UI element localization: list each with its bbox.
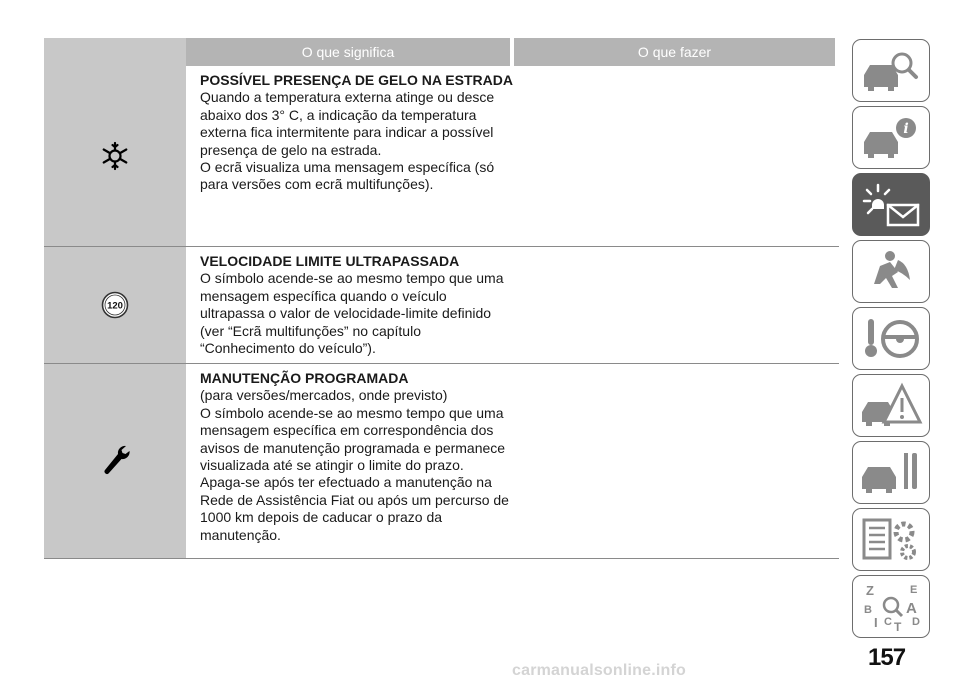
car-search-icon (858, 45, 924, 97)
alphabet-index-icon (858, 581, 924, 633)
row-body: Quando a temperatura externa atinge ou desce abaixo dos 3° C, a indicação da temperatura externa fica intermitente para indicar a possível presença de gelo na estrada. O ecrã visualiza uma mensagem específica (só para versões com ecrã multifunções). (200, 89, 495, 193)
header-icon-column (44, 38, 186, 66)
row-title: POSSÍVEL PRESENÇA DE GELO NA ESTRADA (200, 72, 513, 88)
car-crash-warning-icon (858, 380, 924, 432)
car-tools-icon (858, 447, 924, 499)
car-info-icon (858, 112, 924, 164)
seat-airbag-icon (858, 246, 924, 298)
svg-text:T: T (894, 619, 902, 633)
tab-knowing-vehicle[interactable] (852, 39, 930, 102)
svg-text:D: D (912, 615, 920, 628)
row-icon-cell (44, 66, 186, 246)
svg-text:E: E (910, 583, 918, 596)
table-row (44, 364, 839, 559)
chapter-tabs (852, 39, 930, 642)
tab-starting-driving[interactable] (852, 307, 930, 370)
specs-gears-icon (858, 514, 924, 566)
svg-text:B: B (864, 603, 872, 616)
row-body: O símbolo acende-se ao mesmo tempo que uma mensagem específica quando o veículo ultrapassa o valor de velocidade-limite definido (ver “Ecrã multifunções” no capítulo “Conhecimento do veículo”). (200, 270, 504, 357)
row-body: (para versões/mercados, onde previsto) O símbolo acende-se ao mesmo tempo que uma mensagem específica em correspondência dos avisos de manutenção programada e permanece visualizada até se atingir o limite do prazo. Apaga-se após ter efectuado a manutenção na Rede de Assistência Fiat ou após um percurso de 1000 km depois de caducar o prazo da manutenção. (200, 387, 509, 543)
tab-safety-info[interactable] (852, 106, 930, 169)
warning-light-message-icon (858, 179, 924, 231)
row-icon-cell (44, 364, 186, 558)
svg-text:I: I (874, 614, 878, 630)
speed-limit-value: 120 (107, 300, 123, 312)
row-icon-cell (44, 247, 186, 363)
tab-seats-airbag[interactable] (852, 240, 930, 303)
row-title: VELOCIDADE LIMITE ULTRAPASSADA (200, 253, 460, 269)
tab-maintenance[interactable] (852, 441, 930, 504)
key-steering-wheel-icon (858, 313, 924, 365)
row-text-cell (186, 364, 839, 558)
speed-limit-120-icon (101, 291, 129, 319)
header-what-it-means: O que significa (186, 38, 510, 66)
row-text-cell (186, 247, 839, 363)
header-what-to-do: O que fazer (514, 38, 835, 66)
svg-text:A: A (906, 599, 917, 617)
wrench-icon (100, 444, 130, 478)
tab-emergency[interactable] (852, 374, 930, 437)
page-number: 157 (868, 644, 906, 671)
table-row (44, 66, 839, 247)
row-title: MANUTENÇÃO PROGRAMADA (200, 370, 409, 386)
svg-text:C: C (884, 615, 892, 628)
tab-warning-lights[interactable] (852, 173, 930, 236)
tab-technical-data[interactable] (852, 508, 930, 571)
warning-lights-table (44, 38, 839, 559)
row-text-cell (186, 66, 839, 246)
table-row (44, 247, 839, 364)
tab-index[interactable] (852, 575, 930, 638)
frost-snowflake-icon (100, 141, 130, 171)
table-header (44, 38, 839, 66)
svg-text:Z: Z (866, 582, 874, 598)
watermark: carmanualsonline.info (512, 662, 687, 679)
svg-text:i: i (903, 120, 909, 137)
